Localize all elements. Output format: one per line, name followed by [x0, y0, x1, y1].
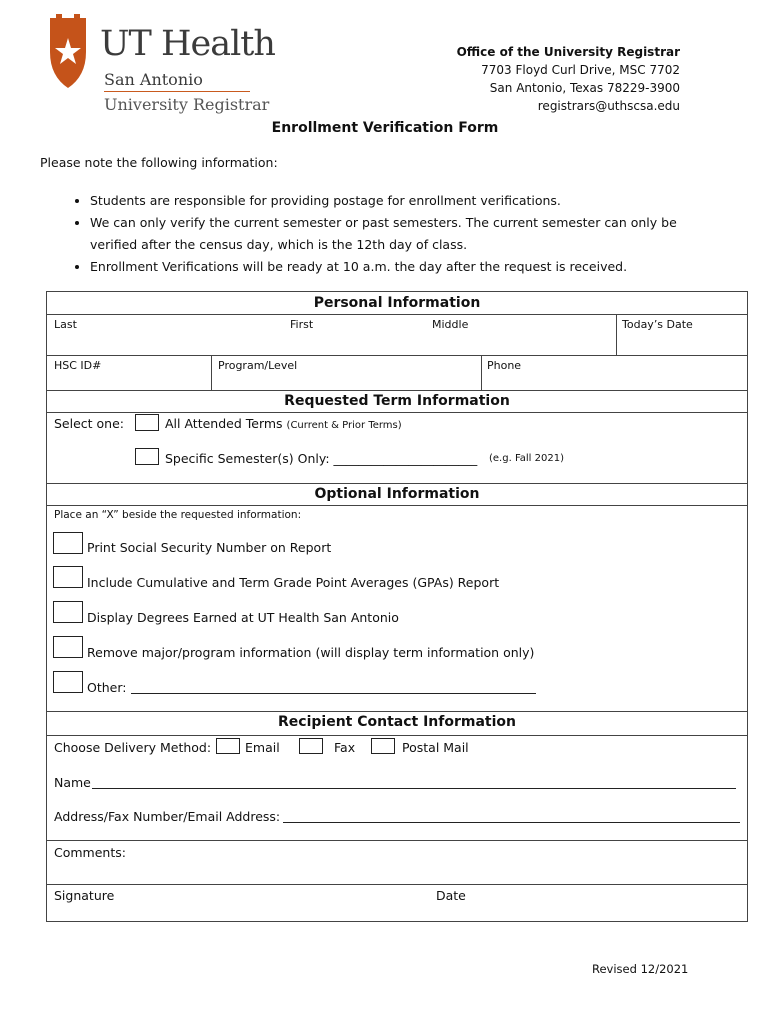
remove-major-label: Remove major/program information (will display term information only)	[87, 645, 535, 660]
list-item: • Enrollment Verifications will be ready at 10 a.m. the day after the request is received.	[90, 256, 690, 278]
all-terms-label	[165, 416, 402, 431]
term-heading: Requested Term Information	[284, 393, 510, 409]
remove-major-checkbox[interactable]	[53, 636, 83, 658]
divider	[481, 355, 482, 390]
logo-city: San Antonio	[104, 70, 203, 89]
note-text: Please note the following information:	[40, 155, 278, 170]
personal-heading: Personal Information	[313, 295, 481, 311]
phone-field[interactable]: Phone	[487, 359, 522, 372]
divider	[616, 314, 617, 356]
optional-heading: Optional Information	[314, 486, 480, 502]
all-terms-checkbox[interactable]	[135, 414, 159, 431]
name-label: Name	[54, 775, 91, 790]
form-frame	[46, 291, 748, 922]
email-checkbox[interactable]	[216, 738, 240, 754]
specific-semester-label[interactable]: Specific Semester(s) Only: _______________________	[165, 451, 478, 466]
divider	[46, 412, 748, 413]
signature-date-field[interactable]: Date	[436, 888, 466, 903]
gpa-checkbox[interactable]	[53, 566, 83, 588]
list-item: • Students are responsible for providing postage for enrollment verifications.	[90, 190, 690, 212]
shield-icon	[46, 12, 90, 90]
logo-rule	[104, 91, 250, 92]
divider	[46, 711, 748, 712]
first-name-field[interactable]: First	[290, 318, 314, 331]
signature-field[interactable]: Signature	[54, 888, 115, 903]
divider	[46, 355, 748, 356]
name-field[interactable]	[92, 788, 736, 789]
office-email[interactable]: registrars@uthscsa.edu	[537, 99, 680, 113]
program-level-field[interactable]: Program/Level	[218, 359, 298, 372]
specific-semester-checkbox[interactable]	[135, 448, 159, 465]
delivery-method-label: Choose Delivery Method:	[54, 740, 212, 755]
divider	[46, 390, 748, 391]
other-field[interactable]	[131, 693, 536, 694]
all-terms-text: All Attended Terms	[165, 416, 283, 431]
recipient-heading: Recipient Contact Information	[278, 714, 516, 730]
all-terms-note: (Current & Prior Terms)	[286, 420, 402, 431]
fax-option-label: Fax	[334, 740, 356, 755]
divider	[46, 483, 748, 484]
divider	[46, 505, 748, 506]
office-name: Office of the University Registrar	[456, 45, 680, 59]
comments-field[interactable]: Comments:	[54, 845, 126, 860]
middle-name-field[interactable]: Middle	[432, 318, 469, 331]
address-field[interactable]	[283, 822, 740, 823]
divider	[46, 884, 748, 885]
office-city: San Antonio, Texas 78229-3900	[489, 81, 680, 95]
other-checkbox[interactable]	[53, 671, 83, 693]
ssn-checkbox[interactable]	[53, 532, 83, 554]
divider	[46, 840, 748, 841]
gpa-label: Include Cumulative and Term Grade Point Averages (GPAs) Report	[87, 575, 500, 590]
logo-dept: University Registrar	[104, 95, 270, 114]
ssn-label: Print Social Security Number on Report	[87, 540, 332, 555]
last-name-field[interactable]: Last	[54, 318, 77, 331]
example-note: (e.g. Fall 2021)	[489, 453, 564, 464]
postal-mail-option-label: Postal Mail	[402, 740, 469, 755]
degrees-label: Display Degrees Earned at UT Health San Antonio	[87, 610, 399, 625]
postal-mail-checkbox[interactable]	[371, 738, 395, 754]
degrees-checkbox[interactable]	[53, 601, 83, 623]
email-option-label: Email	[245, 740, 280, 755]
other-label: Other:	[87, 680, 127, 695]
select-one-label: Select one:	[54, 416, 125, 431]
logo-name: UT Health	[100, 24, 275, 64]
revised-date: Revised 12/2021	[592, 962, 689, 976]
divider	[46, 314, 748, 315]
notes-list	[72, 190, 690, 278]
todays-date-field[interactable]: Today’s Date	[622, 318, 693, 331]
divider	[211, 355, 212, 390]
hsc-id-field[interactable]: HSC ID#	[54, 359, 102, 372]
fax-checkbox[interactable]	[299, 738, 323, 754]
office-address	[457, 43, 680, 115]
address-label: Address/Fax Number/Email Address:	[54, 809, 281, 824]
form-title: Enrollment Verification Form	[271, 120, 499, 136]
divider	[46, 735, 748, 736]
optional-instruction: Place an “X” beside the requested information:	[54, 509, 302, 521]
office-street: 7703 Floyd Curl Drive, MSC 7702	[481, 63, 680, 77]
list-item: • We can only verify the current semester or past semesters. The current semester can only be verified after the census day, which is the 12th day of class.	[90, 212, 690, 256]
